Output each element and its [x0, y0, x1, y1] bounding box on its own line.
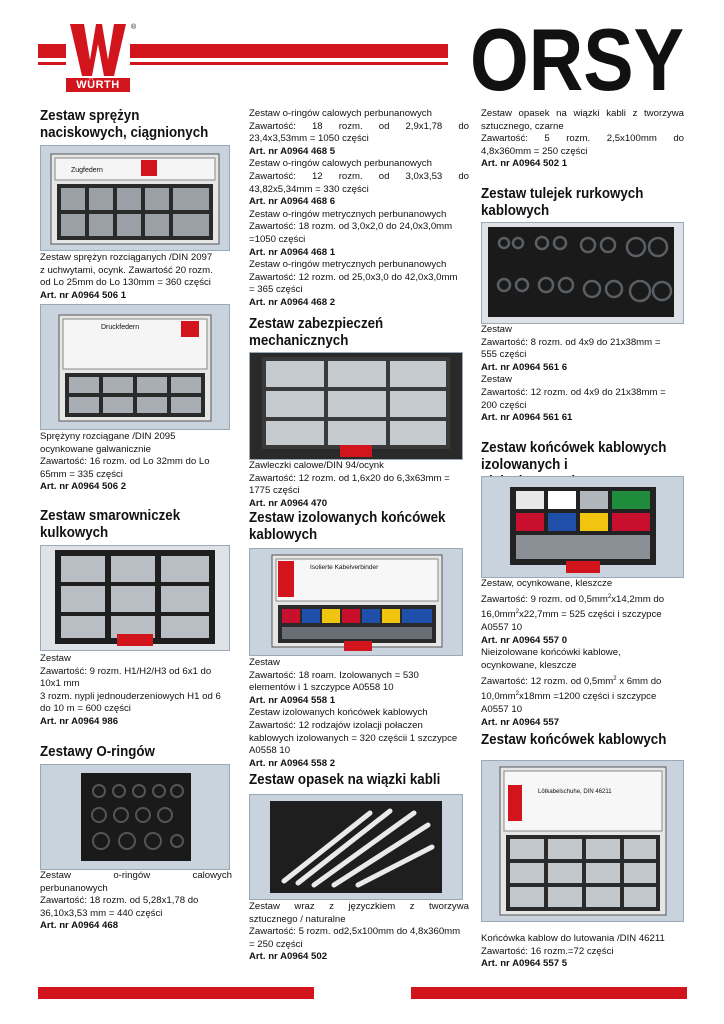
desc-line: 10x1 mm — [40, 678, 80, 690]
section-title-terminals: Zestaw końcówek kablowych izolowanych i — [481, 440, 667, 473]
desc-line: Zawartość: 12 rozm. od 1,6x20 do 6,3x63mm = — [249, 472, 450, 484]
desc-line: Zawartość: 18 rozm. od 2,9x1,78 do — [249, 120, 469, 132]
article-number: Art. nr A0964 506 1 — [40, 289, 127, 301]
desc-line: 4,8x360mm = 250 części — [481, 145, 588, 157]
desc-line: 3 rozm. nypli jednouderzeniowych H1 od 6 — [40, 690, 221, 702]
section-orings — [40, 744, 232, 761]
desc-line: 23,4x3,53mm = 1050 części — [249, 133, 369, 145]
article-number: Art. nr A0964 561 6 — [481, 361, 568, 373]
desc-line: $16,0mm^2x22,7mm = 525$ części i szczypce — [481, 609, 662, 621]
desc-line: do 10 m = 600 części — [40, 703, 131, 715]
section-insulated — [249, 510, 469, 544]
desc-line: Zestaw o-ringów calowych perbunanowych — [249, 108, 432, 119]
desc-line: Zestaw — [481, 374, 512, 386]
desc-line: Zestaw izolowanych końcówek kablowych — [249, 707, 428, 719]
desc-line: Zestaw o-ringów calowych perbunanowych — [249, 158, 432, 170]
desc-line: Zawartość: 9 rozm. od $0,5mm^2x14,2mm$ do — [481, 593, 665, 605]
article-number: Art. nr A0964 468 — [40, 920, 119, 932]
desc-line: kablowych izolowanych = 320 częścii 1 szczypce — [249, 732, 458, 744]
article-number: Art. nr A0964 986 — [40, 715, 119, 727]
section-title-orings: Zestawy O-ringów — [40, 744, 155, 760]
block-springs-1 — [40, 252, 232, 302]
section-title-cable-ties: Zestaw opasek na wiązki kabli — [249, 772, 441, 788]
desc-line: A0558 10 — [249, 745, 291, 757]
wurth-brand-text: WÜRTH — [66, 78, 130, 92]
desc-line: sztucznego / naturalne — [249, 913, 346, 925]
block-sleeves — [481, 324, 684, 425]
block-springs-2 — [40, 431, 232, 494]
desc-line: Zawartość: 12 rodzajów izolacji połaczen — [249, 719, 423, 731]
section-cable-ties — [249, 772, 469, 789]
block-solder-terminals — [481, 933, 684, 971]
desc-line: elementów i 1 szczypce A0558 10 — [249, 682, 394, 694]
article-number: Art. nr A0964 557 — [481, 716, 560, 728]
desc-line: Zestaw, ocynkowane, kleszcze — [481, 578, 613, 589]
desc-line: Sprężyny rozciągane /DIN 2095 — [40, 431, 176, 442]
photo-label-loetkabelschuhe: Lötkabelschuhe, DIN 46211 — [538, 789, 612, 795]
desc-line: Zawartość: 5 rozm. 2,5x100mm do — [481, 133, 684, 145]
photo-orings — [40, 764, 230, 870]
article-number: Art. nr A0964 468 1 — [249, 246, 336, 258]
registered-mark: ® — [131, 24, 137, 31]
desc-line: 65mm = 335 części — [40, 468, 123, 480]
desc-line: Zawartość: 12 rozm. od 3,0x3,53 do — [249, 170, 469, 182]
desc-line: Zawartość: 18 rozm. od 5,28x1,78 do — [40, 895, 199, 907]
desc-line: Zestaw o-ringów metrycznych perbunanowych — [249, 259, 447, 271]
block-insulated — [249, 657, 469, 770]
desc-line: Zawartość: 12 rozm. od 25,0x3,0 do 42,0x3,0mm — [249, 271, 458, 283]
desc-line: $10,0mm^2x18mm =1200$ części i szczypce — [481, 691, 657, 703]
desc-line: =1050 części — [249, 233, 306, 245]
desc-line: Zestaw opasek na wiązki kabli z tworzywa — [481, 108, 684, 119]
article-number: Art. nr A0964 468 5 — [249, 145, 336, 157]
block-cable-ties — [249, 901, 469, 964]
column-left — [40, 108, 230, 142]
desc-line: Zestaw o-ringów metrycznych perbunanowych — [249, 208, 447, 220]
desc-line: sztucznego, czarne — [481, 120, 564, 132]
desc-line: A0557 10 — [481, 704, 523, 716]
article-number: Art. nr A0964 557 0 — [481, 634, 568, 646]
photo-label-zugfedern: Zugfedern — [71, 167, 103, 174]
desc-line: 36,10x3,53 mm = 440 części — [40, 907, 163, 919]
desc-line: z uchwytami, ocynk. Zawartość 20 rozm. — [40, 264, 213, 276]
block-orings — [40, 870, 232, 933]
block-terminals — [481, 578, 684, 729]
desc-line: A0557 10 — [481, 622, 523, 634]
photo-spring-assortment-1 — [40, 145, 230, 251]
block-grease-nipples — [40, 653, 232, 729]
section-title-mechanical: Zestaw zabezpieczeń mechanicznych — [249, 316, 384, 349]
desc-line: Zestaw — [249, 657, 280, 668]
desc-line: Zawartość: 12 rozm. od 4x9 do 21x38mm = — [481, 386, 666, 398]
orsy-logo — [470, 10, 686, 109]
desc-line: Zestaw sprężyn rozciąganych /DIN 2097 — [40, 252, 213, 263]
desc-line: Zawartość: 5 rozm. od2,5x100mm do 4,8x360mm — [249, 926, 461, 938]
desc-line: perbunanowych — [40, 882, 108, 894]
section-solder-terminals — [481, 732, 684, 749]
article-number: Art. nr A0964 502 — [249, 951, 328, 963]
desc-line: Zawartość: 18 roam. Izolowanych = 530 — [249, 669, 419, 681]
desc-line: = 250 części — [249, 938, 303, 950]
section-title-grease-nipples: Zestaw smarowniczek kulkowych — [40, 508, 181, 541]
desc-line: Zestaw wraz z języczkiem z tworzywa — [249, 901, 469, 912]
section-grease-nipples — [40, 508, 232, 542]
desc-line: Zawleczki calowe/DIN 94/ocynk — [249, 460, 384, 471]
orsy-logo-text: ORSY — [470, 10, 684, 109]
block-cable-ties-black — [481, 108, 684, 171]
article-number: Art. nr A0964 561 61 — [481, 412, 573, 424]
footer-red-bar-right — [411, 987, 687, 999]
desc-line: Zawartość: 18 rozm. od 3,0x2,0 do 24,0x3,0mm — [249, 221, 453, 233]
photo-cable-ties — [249, 794, 463, 900]
photo-insulated-terminals — [249, 548, 463, 656]
article-number: Art. nr A0964 468 6 — [249, 196, 336, 208]
photo-grease-nipples — [40, 545, 230, 651]
photo-split-pins — [249, 352, 463, 460]
article-number: Art. nr A0964 502 1 — [481, 158, 568, 170]
article-number: Art. nr A0964 470 — [249, 497, 328, 509]
desc-line: Zawartość: 12 rozm. od $0,5mm^2$ x 6mm do — [481, 675, 662, 687]
photo-label-druckfedern: Druckfedern — [101, 324, 140, 331]
photo-terminals — [481, 476, 684, 578]
block-orings-list — [249, 108, 469, 310]
article-number: Art. nr A0964 558 2 — [249, 757, 336, 769]
desc-line: 1775 części — [249, 485, 300, 497]
section-title-solder-terminals: Zestaw końcówek kablowych — [481, 732, 667, 748]
article-number: Art. nr A0964 468 2 — [249, 296, 336, 308]
photo-cable-sleeves — [481, 222, 684, 324]
section-mechanical — [249, 316, 469, 350]
article-number: Art. nr A0964 558 1 — [249, 694, 336, 706]
section-sleeves — [481, 186, 684, 220]
photo-spring-assortment-2 — [40, 304, 230, 430]
desc-line: Zawartość: 16 rozm. od Lo 32mm do Lo — [40, 456, 210, 468]
section-title-sleeves: Zestaw tulejek rurkowych kablowych — [481, 186, 644, 219]
desc-line: ocynkowane galwanicznie — [40, 443, 151, 455]
desc-line: 43,82x5,34mm = 330 części — [249, 183, 369, 195]
desc-line: Zawartość: 16 rozm.=72 części — [481, 945, 614, 957]
desc-line: = 365 części — [249, 284, 303, 296]
photo-solder-terminals — [481, 760, 684, 922]
desc-line: Końcówka kablow do lutowania /DIN 46211 — [481, 933, 665, 944]
section-title-insulated: Zestaw izolowanych końcówek kablowych — [249, 510, 446, 543]
desc-line: Zawartość: 8 rozm. od 4x9 do 21x38mm = — [481, 336, 661, 348]
desc-line: Zestaw — [40, 653, 71, 664]
section-title-springs: Zestaw sprężyn naciskowych, ciągnionych — [40, 108, 209, 141]
desc-line: Zawartość: 9 rozm. H1/H2/H3 od 6x1 do — [40, 665, 212, 677]
desc-line: od Lo 25mm do Lo 130mm = 360 części — [40, 277, 211, 289]
footer-red-bar-left — [38, 987, 314, 999]
desc-line: Zestaw o-ringów calowych — [40, 870, 232, 881]
desc-line: Nieizolowane końcówki kablowe, — [481, 647, 621, 659]
article-number: Art. nr A0964 506 2 — [40, 481, 127, 493]
article-number: Art. nr A0964 557 5 — [481, 958, 568, 970]
block-split-pins — [249, 460, 469, 510]
desc-line: ocynkowane, kleszcze — [481, 659, 577, 671]
desc-line: 200 części — [481, 399, 527, 411]
photo-label-isolierte: Isolierte Kabelverbinder — [310, 564, 379, 571]
desc-line: 555 części — [481, 349, 527, 361]
desc-line: Zestaw — [481, 324, 512, 335]
